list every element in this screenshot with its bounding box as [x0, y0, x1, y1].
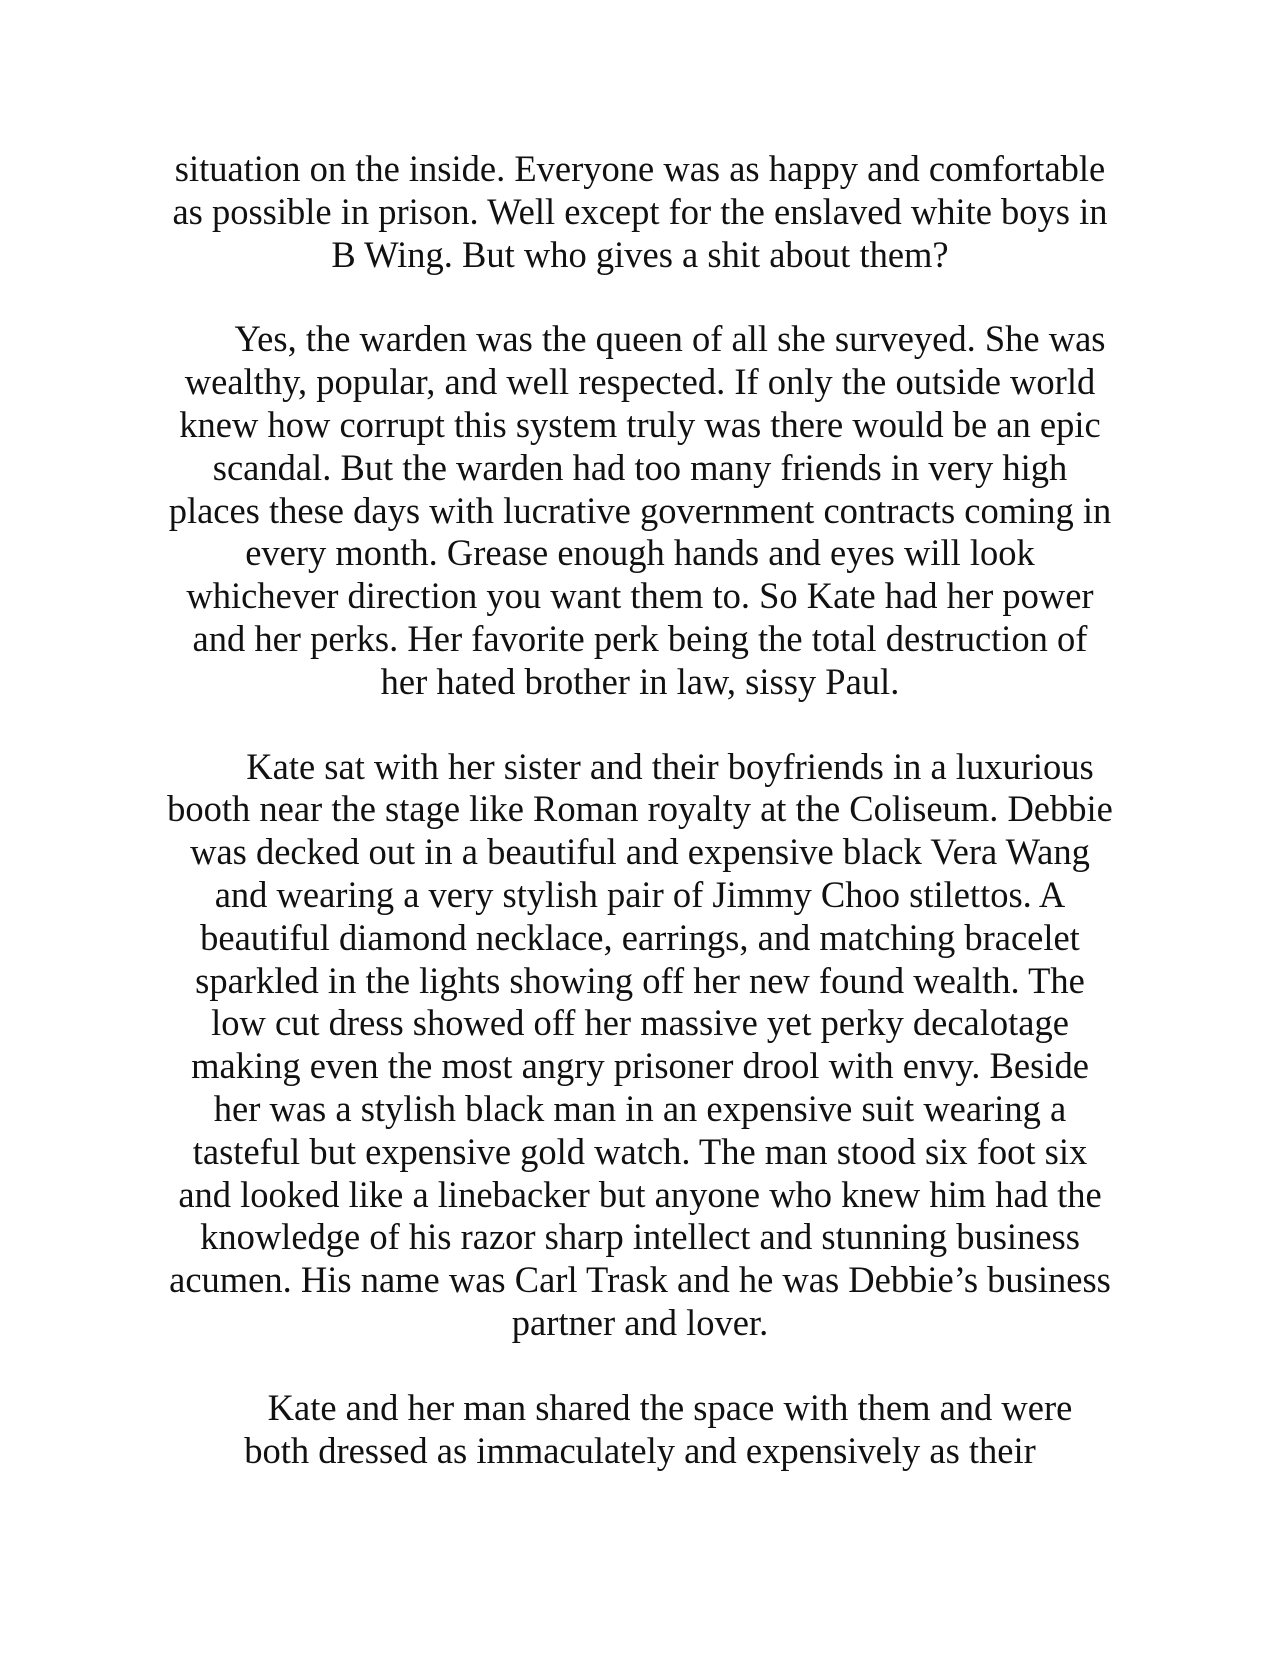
text-line: both dressed as immaculately and expensively as their	[244, 1429, 1036, 1471]
text-line: making even the most angry prisoner drool with envy. Beside	[191, 1045, 1089, 1087]
body-text	[140, 148, 1140, 1514]
text-line: tasteful but expensive gold watch. The man stood six foot six	[192, 1130, 1088, 1172]
text-line: Kate sat with her sister and their boyfriends in a luxurious	[246, 745, 1094, 787]
text-line: acumen. His name was Carl Trask and he was Debbie’s business	[169, 1259, 1111, 1301]
text-line: Kate and her man shared the space with them and were	[267, 1386, 1073, 1428]
text-line: wealthy, popular, and well respected. If only the outside world	[184, 361, 1096, 403]
text-line: her was a stylish black man in an expensive suit wearing a	[213, 1087, 1067, 1129]
text-line: situation on the inside. Everyone was as happy and comfortable	[174, 148, 1106, 189]
text-line: every month. Grease enough hands and eyes will look	[245, 532, 1035, 574]
text-line: as possible in prison. Well except for the enslaved white boys in	[172, 190, 1108, 232]
text-line: low cut dress showed off her massive yet perky decalotage	[211, 1002, 1069, 1044]
paragraph-4	[140, 1387, 1140, 1473]
paragraph-2	[140, 318, 1140, 703]
text-line: whichever direction you want them to. So Kate had her power	[186, 575, 1094, 617]
text-line: and looked like a linebacker but anyone who knew him had the	[178, 1173, 1102, 1215]
text-line: places these days with lucrative government contracts coming in	[168, 489, 1112, 531]
text-line: knowledge of his razor sharp intellect and stunning business	[200, 1216, 1080, 1258]
text-line: booth near the stage like Roman royalty at the Coliseum. Debbie	[167, 788, 1113, 830]
paragraph-1	[140, 148, 1140, 276]
text-line: and wearing a very stylish pair of Jimmy Choo stilettos. A	[214, 873, 1066, 915]
text-line: was decked out in a beautiful and expensive black Vera Wang	[190, 831, 1090, 873]
paragraph-3	[140, 746, 1140, 1345]
text-line: knew how corrupt this system truly was there would be an epic	[179, 403, 1101, 445]
text-line: partner and lover.	[511, 1301, 769, 1343]
text-line: B Wing. But who gives a shit about them?	[331, 233, 949, 275]
text-line: Yes, the warden was the queen of all she surveyed. She was	[234, 318, 1106, 360]
text-line: and her perks. Her favorite perk being the total destruction of	[192, 617, 1088, 659]
text-line: scandal. But the warden had too many friends in very high	[212, 446, 1068, 488]
text-line: her hated brother in law, sissy Paul.	[380, 660, 900, 702]
text-line: beautiful diamond necklace, earrings, and matching bracelet	[200, 916, 1080, 958]
text-line: sparkled in the lights showing off her new found wealth. The	[195, 959, 1085, 1001]
